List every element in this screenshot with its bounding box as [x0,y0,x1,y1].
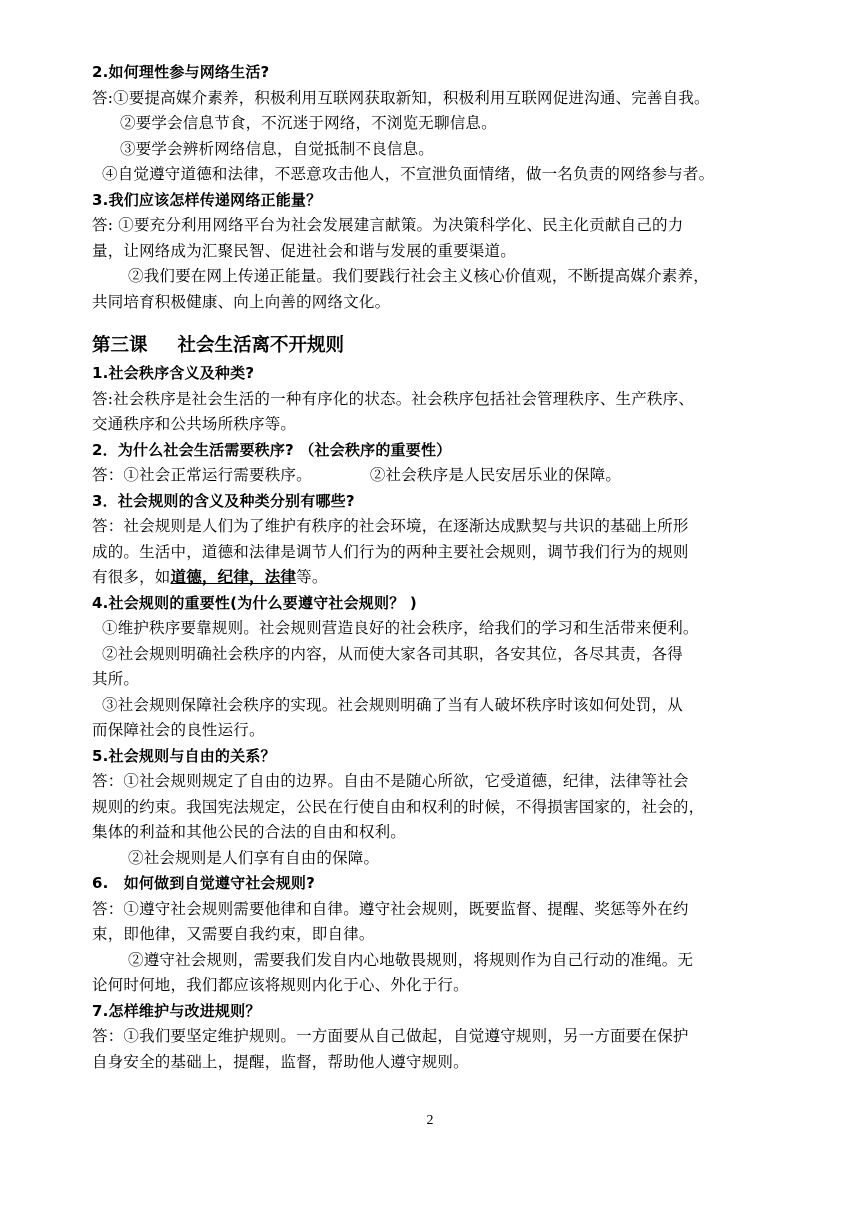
answer-line [92,463,774,489]
answer-line: 束，即他律，又需要自我约束，即自律。 [92,925,375,943]
answer-line: 集体的利益和其他公民的合法的自由和权利。 [92,823,407,841]
question-heading: 2．为什么社会生活需要秩序? （社会秩序的重要性） [92,440,452,459]
answer-line: 规则的约束。我国宪法规定，公民在行使自由和权利的时候，不得损害国家的，社会的， [92,797,705,816]
answer-line: 答:社会秩序是社会生活的一种有序化的状态。社会秩序包括社会管理秩序、生产秩序、 [92,389,695,408]
lesson-name: 社会生活离不开规则 [177,335,345,356]
answer-line: 自身安全的基础上，提醒，监督，帮助他人遵守规则。 [92,1052,469,1071]
question-heading: 2.如何理性参与网络生活? [92,63,270,81]
answer-line: ③社会规则保障社会秩序的实现。社会规则明确了当有人破坏秩序时该如何处罚，从 [102,695,683,714]
question-heading: 1.社会秩序含义及种类? [92,364,255,382]
answer-line: 成的。生活中，道德和法律是调节人们行为的两种主要社会规则，调节我们行为的规则 [92,542,689,561]
lesson-number: 第三课 [92,335,148,356]
question-heading: 5.社会规则与自由的关系？ [92,746,276,765]
answer-line: 答:①要提高媒介素养，积极利用互联网获取新知，积极利用互联网促进沟通、完善自我。 [92,88,710,107]
answer-line: ④自觉遵守道德和法律，不恶意攻击他人，不宣泄负面情绪，做一名负责的网络参与者。 [102,165,715,183]
lesson-title [92,331,774,361]
answer-line: 答：①遵守社会规则需要他律和自律。遵守社会规则，既要监督、提醒、奖惩等外在约 [92,899,689,918]
document-page [92,60,774,1075]
question-heading: 3．社会规则的含义及种类分别有哪些? [92,491,355,510]
answer-line: 答：①社会规则规定了自由的边界。自由不是随心所欲，它受道德，纪律，法律等社会 [92,772,689,790]
answer-part: ②社会秩序是人民安居乐业的保障。 [369,466,622,484]
answer-line: 共同培育积极健康、向上向善的网络文化。 [92,292,391,311]
answer-line: ②遵守社会规则，需要我们发自内心地敬畏规则，将规则作为自己行动的准绳。无 [128,950,694,969]
answer-part: 有很多，如 [92,568,171,586]
answer-line: ②我们要在网上传递正能量。我们要践行社会主义核心价值观，不断提高媒介素养， [128,267,709,285]
answer-line: 论何时何地，我们都应该将规则内化于心、外化于行。 [92,976,469,994]
emphasized-terms: 道德，纪律，法律 [170,568,297,586]
answer-line: 量，让网络成为汇聚民智、促进社会和谐与发展的重要渠道。 [92,241,516,260]
answer-line: ①维护秩序要靠规则。社会规则营造良好的社会秩序，给我们的学习和生活带来便利。 [102,619,699,637]
answer-line: 答: ①要充分利用网络平台为社会发展建言献策。为决策科学化、民主化贡献自己的力 [92,216,684,234]
answer-line: ③要学会辨析网络信息，自觉抵制不良信息。 [120,139,435,158]
answer-line [92,565,774,591]
page-number: 2 [426,1113,434,1128]
question-heading: 3.我们应该怎样传递网络正能量？ [92,190,322,209]
question-heading: 6. 如何做到自觉遵守社会规则? [92,874,316,892]
answer-line: ②社会规则是人们享有自由的保障。 [128,848,380,867]
answer-line: ②要学会信息节食，不沉迷于网络，不浏览无聊信息。 [120,114,497,132]
answer-part: 等。 [296,568,328,586]
question-heading: 7.怎样维护与改进规则？ [92,1001,261,1020]
answer-line: 其所。 [92,670,140,688]
answer-part: 答：①社会正常运行需要秩序。 [92,466,312,484]
answer-line: 交通秩序和公共场所秩序等。 [92,415,297,433]
answer-line: 答：①我们要坚定维护规则。一方面要从自己做起，自觉遵守规则，另一方面要在保护 [92,1027,689,1045]
question-heading: 4.社会规则的重要性(为什么要遵守社会规则？ ) [92,593,417,612]
answer-line: 答：社会规则是人们为了维护有秩序的社会环境，在逐渐达成默契与共识的基础上所形 [92,517,689,535]
answer-line: 而保障社会的良性运行。 [92,721,265,739]
answer-line: ②社会规则明确社会秩序的内容，从而使大家各司其职，各安其位，各尽其责，各得 [102,644,683,663]
